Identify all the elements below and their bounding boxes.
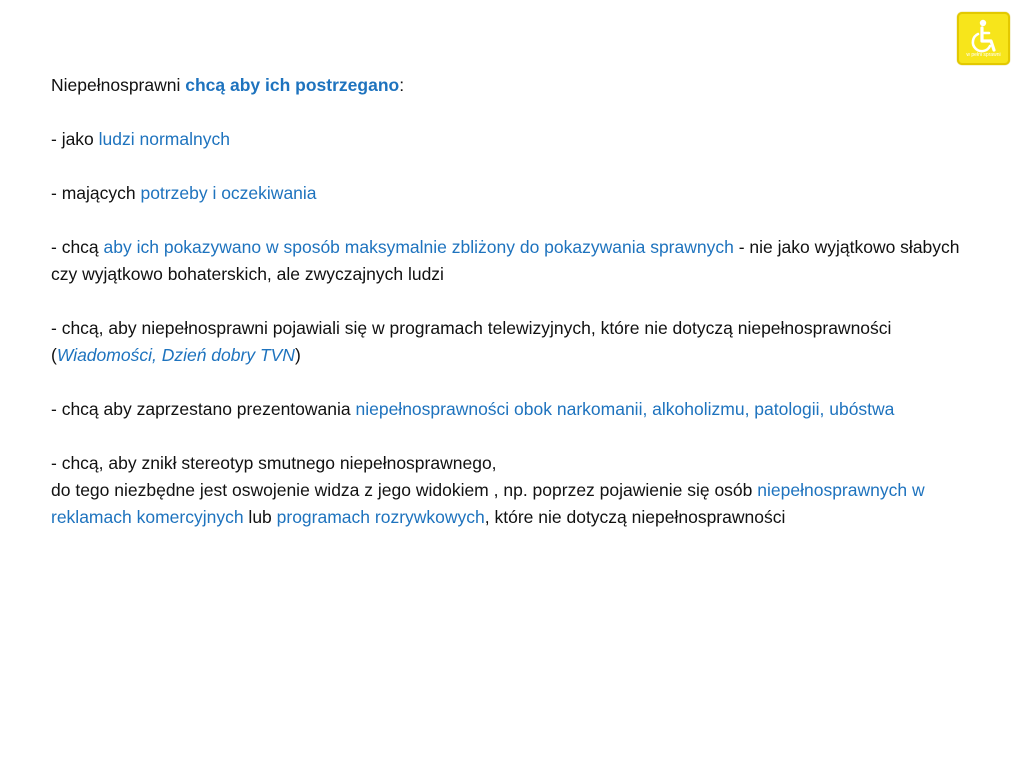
highlight-text: ludzi normalnych [98, 129, 230, 149]
paragraph-intro [51, 72, 981, 99]
highlight-text: potrzeby i oczekiwania [140, 183, 317, 203]
highlight-text: aby ich pokazywano w sposób maksymalnie zbliżony do pokazywania sprawnych [103, 237, 734, 257]
logo-badge [957, 12, 1010, 65]
highlight-text: niepełnosprawności obok narkomanii, alkoholizmu, patologii, ubóstwa [355, 399, 895, 419]
text: - chcą, aby znikł stereotyp smutnego niepełnosprawnego, [51, 453, 497, 473]
paragraph-point-1 [51, 126, 981, 153]
text: lub [243, 507, 277, 527]
text: : [399, 75, 405, 95]
text: - jako [51, 129, 99, 149]
paragraph-point-6 [51, 450, 981, 531]
text: - mających [51, 183, 141, 203]
highlight-text: chcą aby ich postrzegano [185, 75, 400, 95]
highlight-text: niepełnosprawnych w reklamach komercyjnych [51, 480, 925, 527]
paragraph-point-2 [51, 180, 981, 207]
text: , które nie dotyczą niepełnosprawności [484, 507, 786, 527]
text: Niepełnosprawni [51, 75, 186, 95]
logo-text: w pełni sprawni [966, 52, 1001, 58]
highlight-text: programach rozrywkowych [276, 507, 485, 527]
text: - nie jako wyjątkowo słabych czy wyjątkowo bohaterskich, ale zwyczajnych ludzi [51, 237, 960, 284]
paragraph-point-3 [51, 234, 981, 288]
text: - chcą, aby niepełnosprawni pojawiali się w programach telewizyjnych, które nie dotyczą niepełnosprawności ( [51, 318, 892, 365]
text: ) [294, 345, 301, 365]
text: - chcą [51, 237, 104, 257]
text: - chcą aby zaprzestano prezentowania [51, 399, 356, 419]
paragraph-point-5 [51, 396, 981, 423]
highlight-text: Wiadomości, Dzień dobry TVN [56, 345, 295, 365]
paragraph-point-4 [51, 315, 981, 369]
slide-content [51, 72, 981, 558]
text: do tego niezbędne jest oswojenie widza z jego widokiem , np. poprzez pojawienie się osób [51, 480, 758, 500]
